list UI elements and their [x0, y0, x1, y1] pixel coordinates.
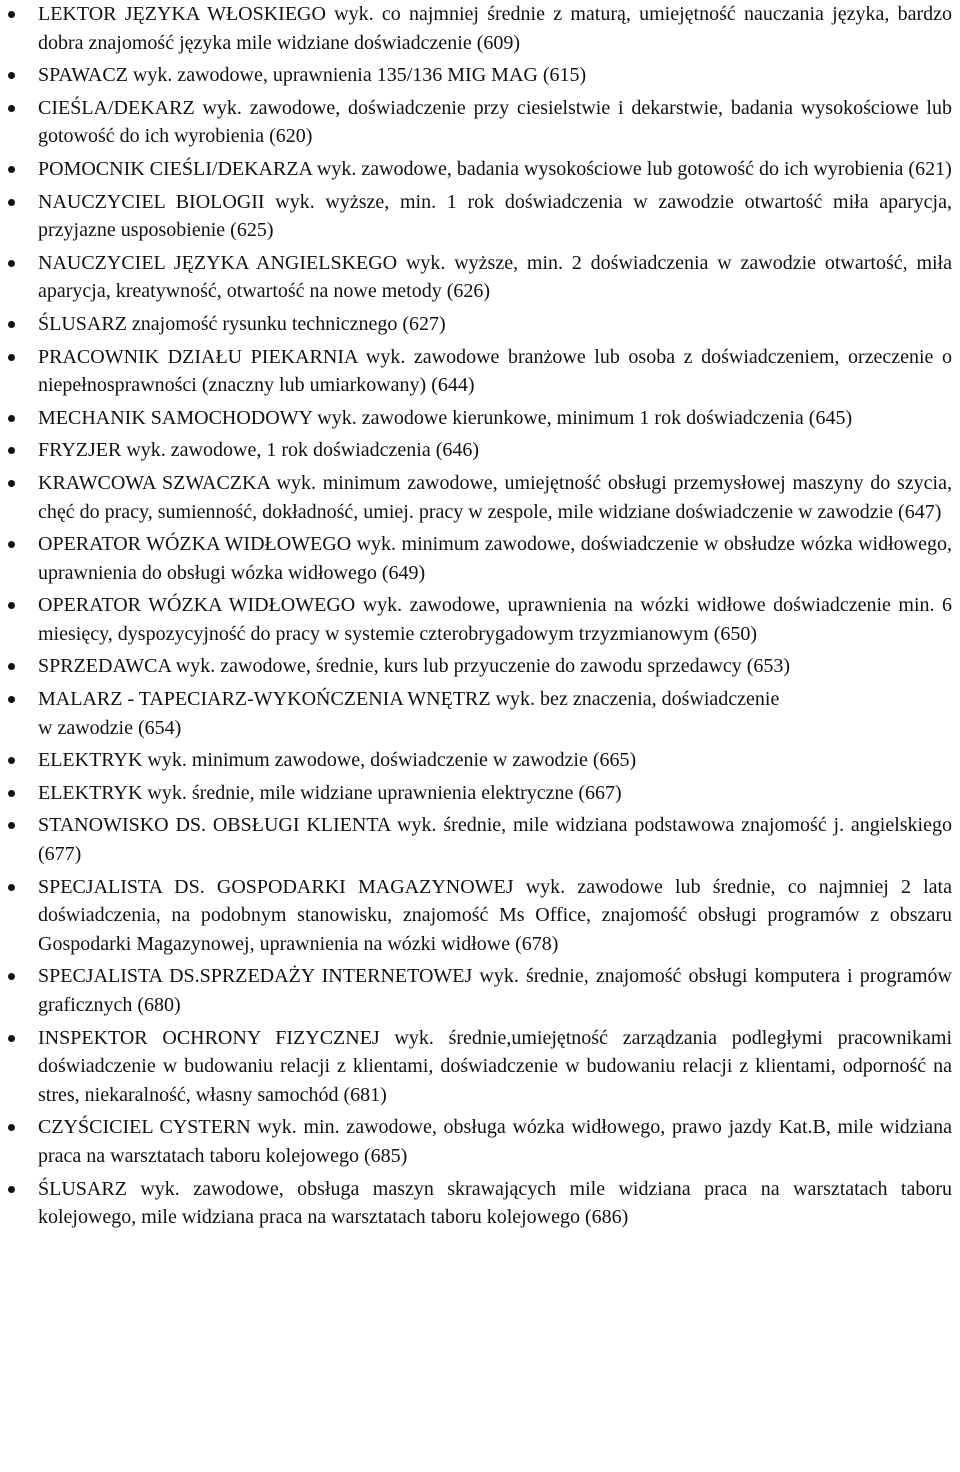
- job-offer-text: ELEKTRYK wyk. średnie, mile widziane uprawnienia elektryczne (667): [38, 781, 622, 804]
- job-offer-text: SPAWACZ wyk. zawodowe, uprawnienia 135/136 MIG MAG (615): [38, 64, 587, 87]
- list-item: [38, 811, 952, 868]
- list-item: [38, 1113, 952, 1170]
- job-offer-text: SPRZEDAWCA wyk. zawodowe, średnie, kurs lub przyuczenie do zawodu sprzedawcy (653): [38, 655, 791, 678]
- job-offer-text: NAUCZYCIEL BIOLOGII wyk. wyższe, min. 1 rok doświadczenia w zawodzie otwartość miła aparycja, przyjazne usposobienie (625): [38, 190, 952, 242]
- list-item: [38, 61, 952, 90]
- job-offer-text: SPECJALISTA DS.SPRZEDAŻY INTERNETOWEJ wyk. średnie, znajomość obsługi komputera i programów graficznych (680): [38, 965, 952, 1016]
- list-item: [38, 94, 952, 151]
- job-offer-text: STANOWISKO DS. OBSŁUGI KLIENTA wyk. średnie, mile widziana podstawowa znajomość j. angielskiego (677): [38, 814, 952, 866]
- list-item: [38, 310, 952, 339]
- job-offer-text: KRAWCOWA SZWACZKA wyk. minimum zawodowe, umiejętność obsługi przemysłowej maszyny do szycia, chęć do pracy, sumienność, dokładność, umiej. pracy w zespole, mile widziane doświadczenie w zawodzie (647): [38, 471, 952, 523]
- job-offer-text: FRYZJER wyk. zawodowe, 1 rok doświadczenia (646): [38, 439, 480, 462]
- job-offer-text: OPERATOR WÓZKA WIDŁOWEGO wyk. minimum zawodowe, doświadczenie w obsłudze wózka widłowego, uprawnienia do obsługi wózka widłowego (649): [38, 533, 952, 584]
- list-item: [38, 652, 952, 681]
- job-offer-text: MECHANIK SAMOCHODOWY wyk. zawodowe kierunkowe, minimum 1 rok doświadczenia (645): [38, 406, 853, 429]
- job-offer-text: MALARZ - TAPECIARZ-WYKOŃCZENIA WNĘTRZ wyk. bez znaczenia, doświadczenie: [38, 688, 780, 711]
- list-item: [38, 962, 952, 1019]
- list-item: [38, 0, 952, 57]
- list-item: [38, 155, 952, 184]
- job-offer-text: PRACOWNIK DZIAŁU PIEKARNIA wyk. zawodowe branżowe lub osoba z doświadczeniem, orzeczenie o niepełnosprawności (znaczny lub umiarkowany) (644): [38, 345, 952, 397]
- job-offer-text: ELEKTRYK wyk. minimum zawodowe, doświadczenie w zawodzie (665): [38, 749, 637, 772]
- list-item: [38, 779, 952, 808]
- job-offer-text: CIEŚLA/DEKARZ wyk. zawodowe, doświadczenie przy ciesielstwie i dekarstwie, badania wysokościowe lub gotowość do ich wyrobienia (620): [38, 96, 952, 148]
- job-offer-text: SPECJALISTA DS. GOSPODARKI MAGAZYNOWEJ wyk. zawodowe lub średnie, co najmniej 2 lata doświadczenia, na podobnym stanowisku, znajomość Ms Office, znajomość obsługi programów z obszaru Gospodarki Magazynowej, uprawnienia na wózki widłowe (678): [38, 875, 952, 955]
- job-offer-text: OPERATOR WÓZKA WIDŁOWEGO wyk. zawodowe, uprawnienia na wózki widłowe doświadczenie min. 6 miesięcy, dyspozycyjność do pracy w systemie czterobrygadowym trzyzmianowym (650): [38, 594, 952, 645]
- job-offer-text: ŚLUSARZ znajomość rysunku technicznego (627): [38, 312, 446, 335]
- list-item: [38, 249, 952, 306]
- list-item: [38, 1175, 952, 1232]
- list-item: [38, 1024, 952, 1110]
- list-item: [38, 873, 952, 959]
- list-item: [38, 530, 952, 587]
- list-item: [38, 436, 952, 465]
- job-offer-text: LEKTOR JĘZYKA WŁOSKIEGO wyk. co najmniej średnie z maturą, umiejętność nauczania języka, bardzo dobra znajomość języka mile widziane doświadczenie (609): [38, 3, 952, 54]
- list-item: [38, 685, 952, 742]
- list-item: [38, 404, 952, 433]
- list-item: [38, 591, 952, 648]
- list-item: [38, 746, 952, 775]
- list-item: [38, 343, 952, 400]
- job-offer-text: POMOCNIK CIEŚLI/DEKARZA wyk. zawodowe, badania wysokościowe lub gotowość do ich wyrobienia (621): [38, 157, 952, 180]
- job-offer-text: ŚLUSARZ wyk. zawodowe, obsługa maszyn skrawających mile widziana praca na warsztatach taboru kolejowego, mile widziana praca na warsztatach taboru kolejowego (686): [38, 1177, 952, 1229]
- job-offer-text: INSPEKTOR OCHRONY FIZYCZNEJ wyk. średnie,umiejętność zarządzania podległymi pracownikami doświadczenie w budowaniu relacji z klientami, doświadczenie w budowaniu relacji z klientami, odporność na stres, niekaralność, własny samochód (681): [38, 1026, 952, 1106]
- job-offer-text: CZYŚCICIEL CYSTERN wyk. min. zawodowe, obsługa wózka widłowego, prawo jazdy Kat.B, mile widziana praca na warsztatach taboru kolejowego (685): [38, 1116, 952, 1167]
- job-offer-text-continuation: w zawodzie (654): [38, 716, 182, 739]
- list-item: [38, 188, 952, 245]
- job-offer-text: NAUCZYCIEL JĘZYKA ANGIELSKEGO wyk. wyższe, min. 2 doświadczenia w zawodzie otwartość, miła aparycja, kreatywność, otwartość na nowe metody (626): [38, 251, 952, 303]
- list-item: [38, 469, 952, 526]
